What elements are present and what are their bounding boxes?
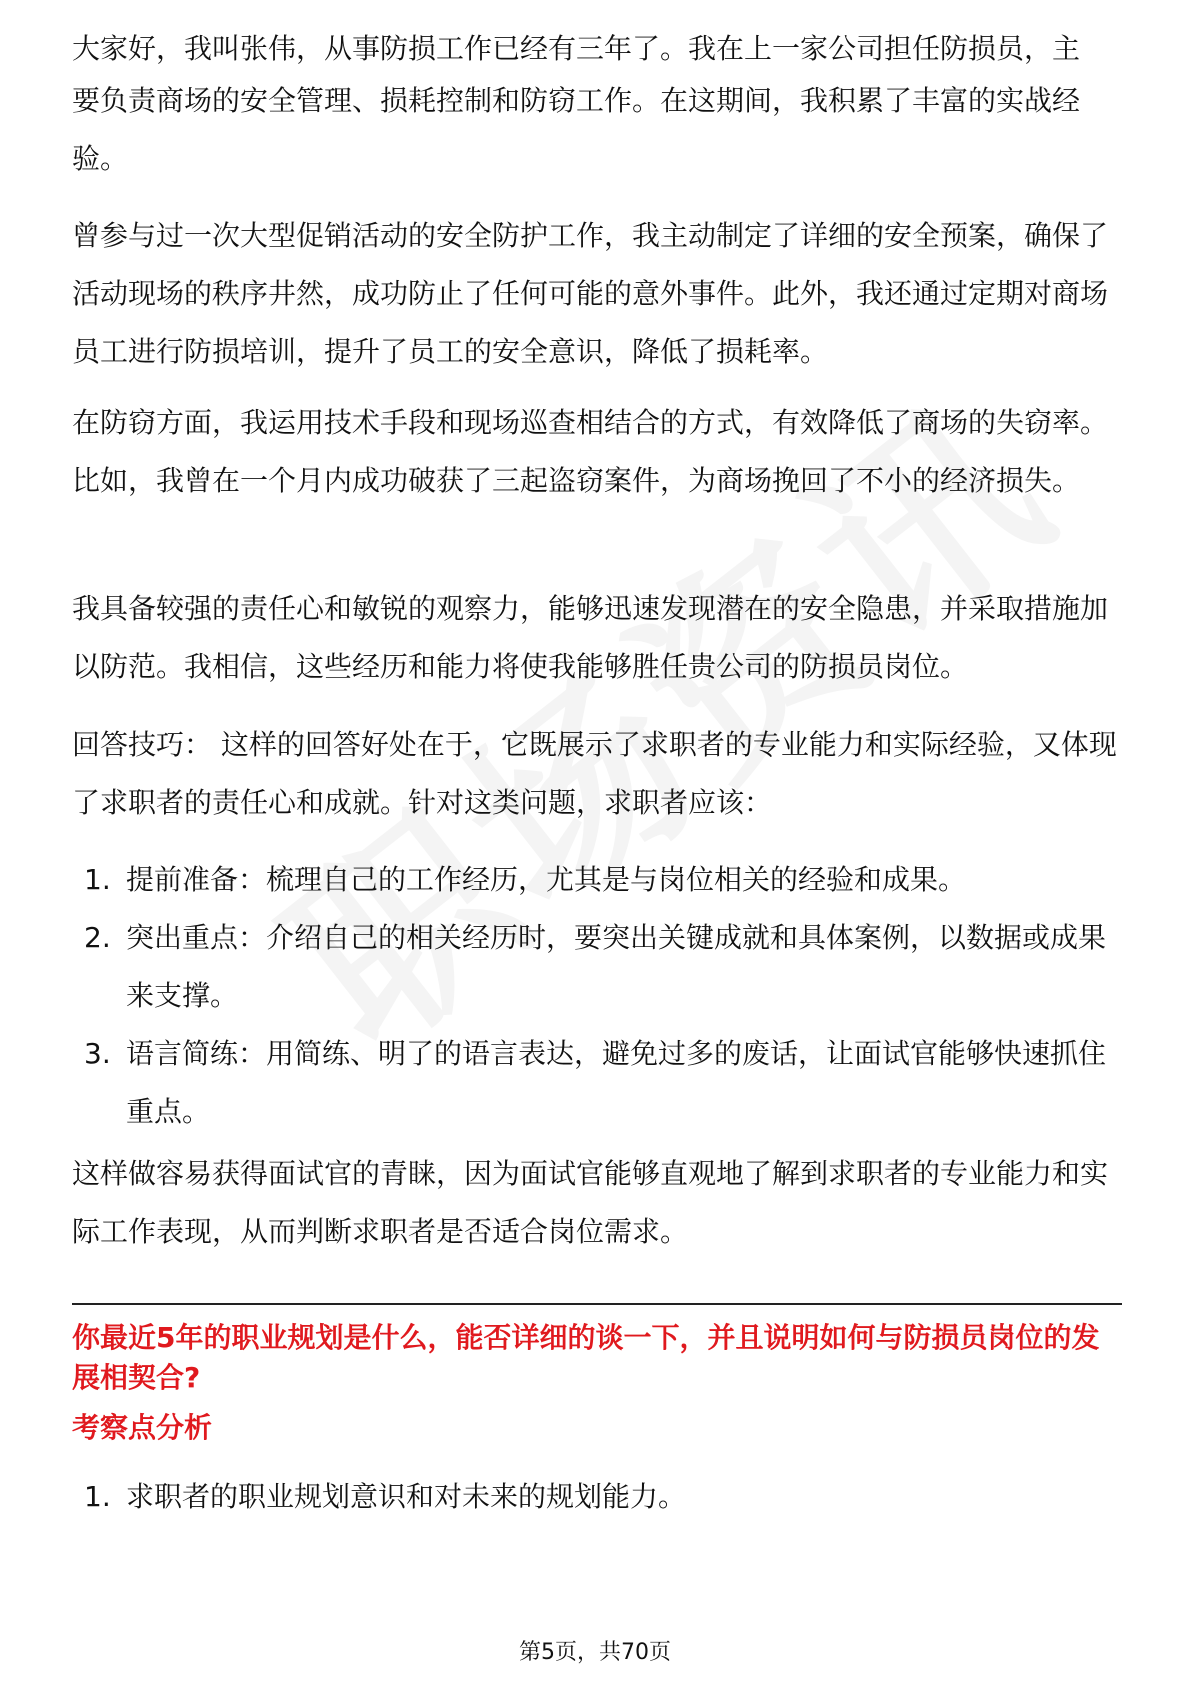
paragraph-1: 要负责商场的安全管理、损耗控制和防窃工作。在这期间，我积累了丰富的实战经验。 bbox=[72, 84, 1081, 175]
list-text: 突出重点：介绍自己的相关经历时，要突出关键成就和具体案例，以数据或成果来支撑。 bbox=[126, 921, 1107, 1012]
analysis-heading: 考察点分析 bbox=[72, 1411, 213, 1444]
question-title: 你最近5年的职业规划是什么，能否详细的谈一下，并且说明如何与防损员岗位的发展相契合? bbox=[72, 1321, 1100, 1394]
list-text: 语言简练：用简练、明了的语言表达，避免过多的废话，让面试官能够快速抓住重点。 bbox=[126, 1037, 1107, 1128]
answer-body-3 bbox=[72, 394, 1122, 510]
list-number: 2. bbox=[84, 921, 111, 954]
tips-list-wrap bbox=[72, 851, 1122, 1141]
page-footer: 第5页，共70页 bbox=[519, 1640, 671, 1665]
list-number: 1. bbox=[84, 863, 111, 896]
answer-body bbox=[72, 72, 1122, 188]
cut-off-line bbox=[72, 20, 1122, 78]
list-number: 1. bbox=[84, 1480, 111, 1513]
answer-tips bbox=[72, 716, 1122, 832]
paragraph-conclusion: 这样做容易获得面试官的青睐，因为面试官能够直观地了解到求职者的专业能力和实际工作表现，从而判断求职者是否适合岗位需求。 bbox=[72, 1157, 1109, 1248]
list-item bbox=[72, 909, 1122, 1025]
analysis-list-wrap bbox=[72, 1468, 1122, 1526]
section-divider bbox=[72, 1303, 1122, 1305]
list-number: 3. bbox=[84, 1037, 111, 1070]
answer-conclusion bbox=[72, 1145, 1122, 1261]
list-item bbox=[72, 1468, 1122, 1526]
list-text: 提前准备：梳理自己的工作经历，尤其是与岗位相关的经验和成果。 bbox=[126, 863, 967, 896]
paragraph-3: 在防窃方面，我运用技术手段和现场巡查相结合的方式，有效降低了商场的失窃率。比如，我曾在一个月内成功破获了三起盗窃案件，为商场挽回了不小的经济损失。 bbox=[72, 406, 1109, 497]
answer-body-4 bbox=[72, 580, 1122, 696]
list-item bbox=[72, 1025, 1122, 1141]
paragraph-tips-intro: 回答技巧： 这样的回答好处在于，它既展示了求职者的专业能力和实际经验，又体现了求职者的责任心和成就。针对这类问题，求职者应该： bbox=[72, 728, 1117, 819]
list-text: 求职者的职业规划意识和对未来的规划能力。 bbox=[126, 1480, 687, 1513]
paragraph-2: 曾参与过一次大型促销活动的安全防护工作，我主动制定了详细的安全预案，确保了活动现场的秩序井然，成功防止了任何可能的意外事件。此外，我还通过定期对商场员工进行防损培训，提升了员工的安全意识，降低了损耗率。 bbox=[72, 219, 1109, 368]
paragraph-cut: 大家好，我叫张伟，从事防损工作已经有三年了。我在上一家公司担任防损员，主 bbox=[72, 32, 1081, 65]
paragraph-4: 我具备较强的责任心和敏锐的观察力，能够迅速发现潜在的安全隐患，并采取措施加以防范。我相信，这些经历和能力将使我能够胜任贵公司的防损员岗位。 bbox=[72, 592, 1109, 683]
answer-body-2 bbox=[72, 207, 1122, 381]
list-item bbox=[72, 851, 1122, 909]
analysis-list bbox=[72, 1468, 1122, 1526]
tips-list bbox=[72, 851, 1122, 1141]
